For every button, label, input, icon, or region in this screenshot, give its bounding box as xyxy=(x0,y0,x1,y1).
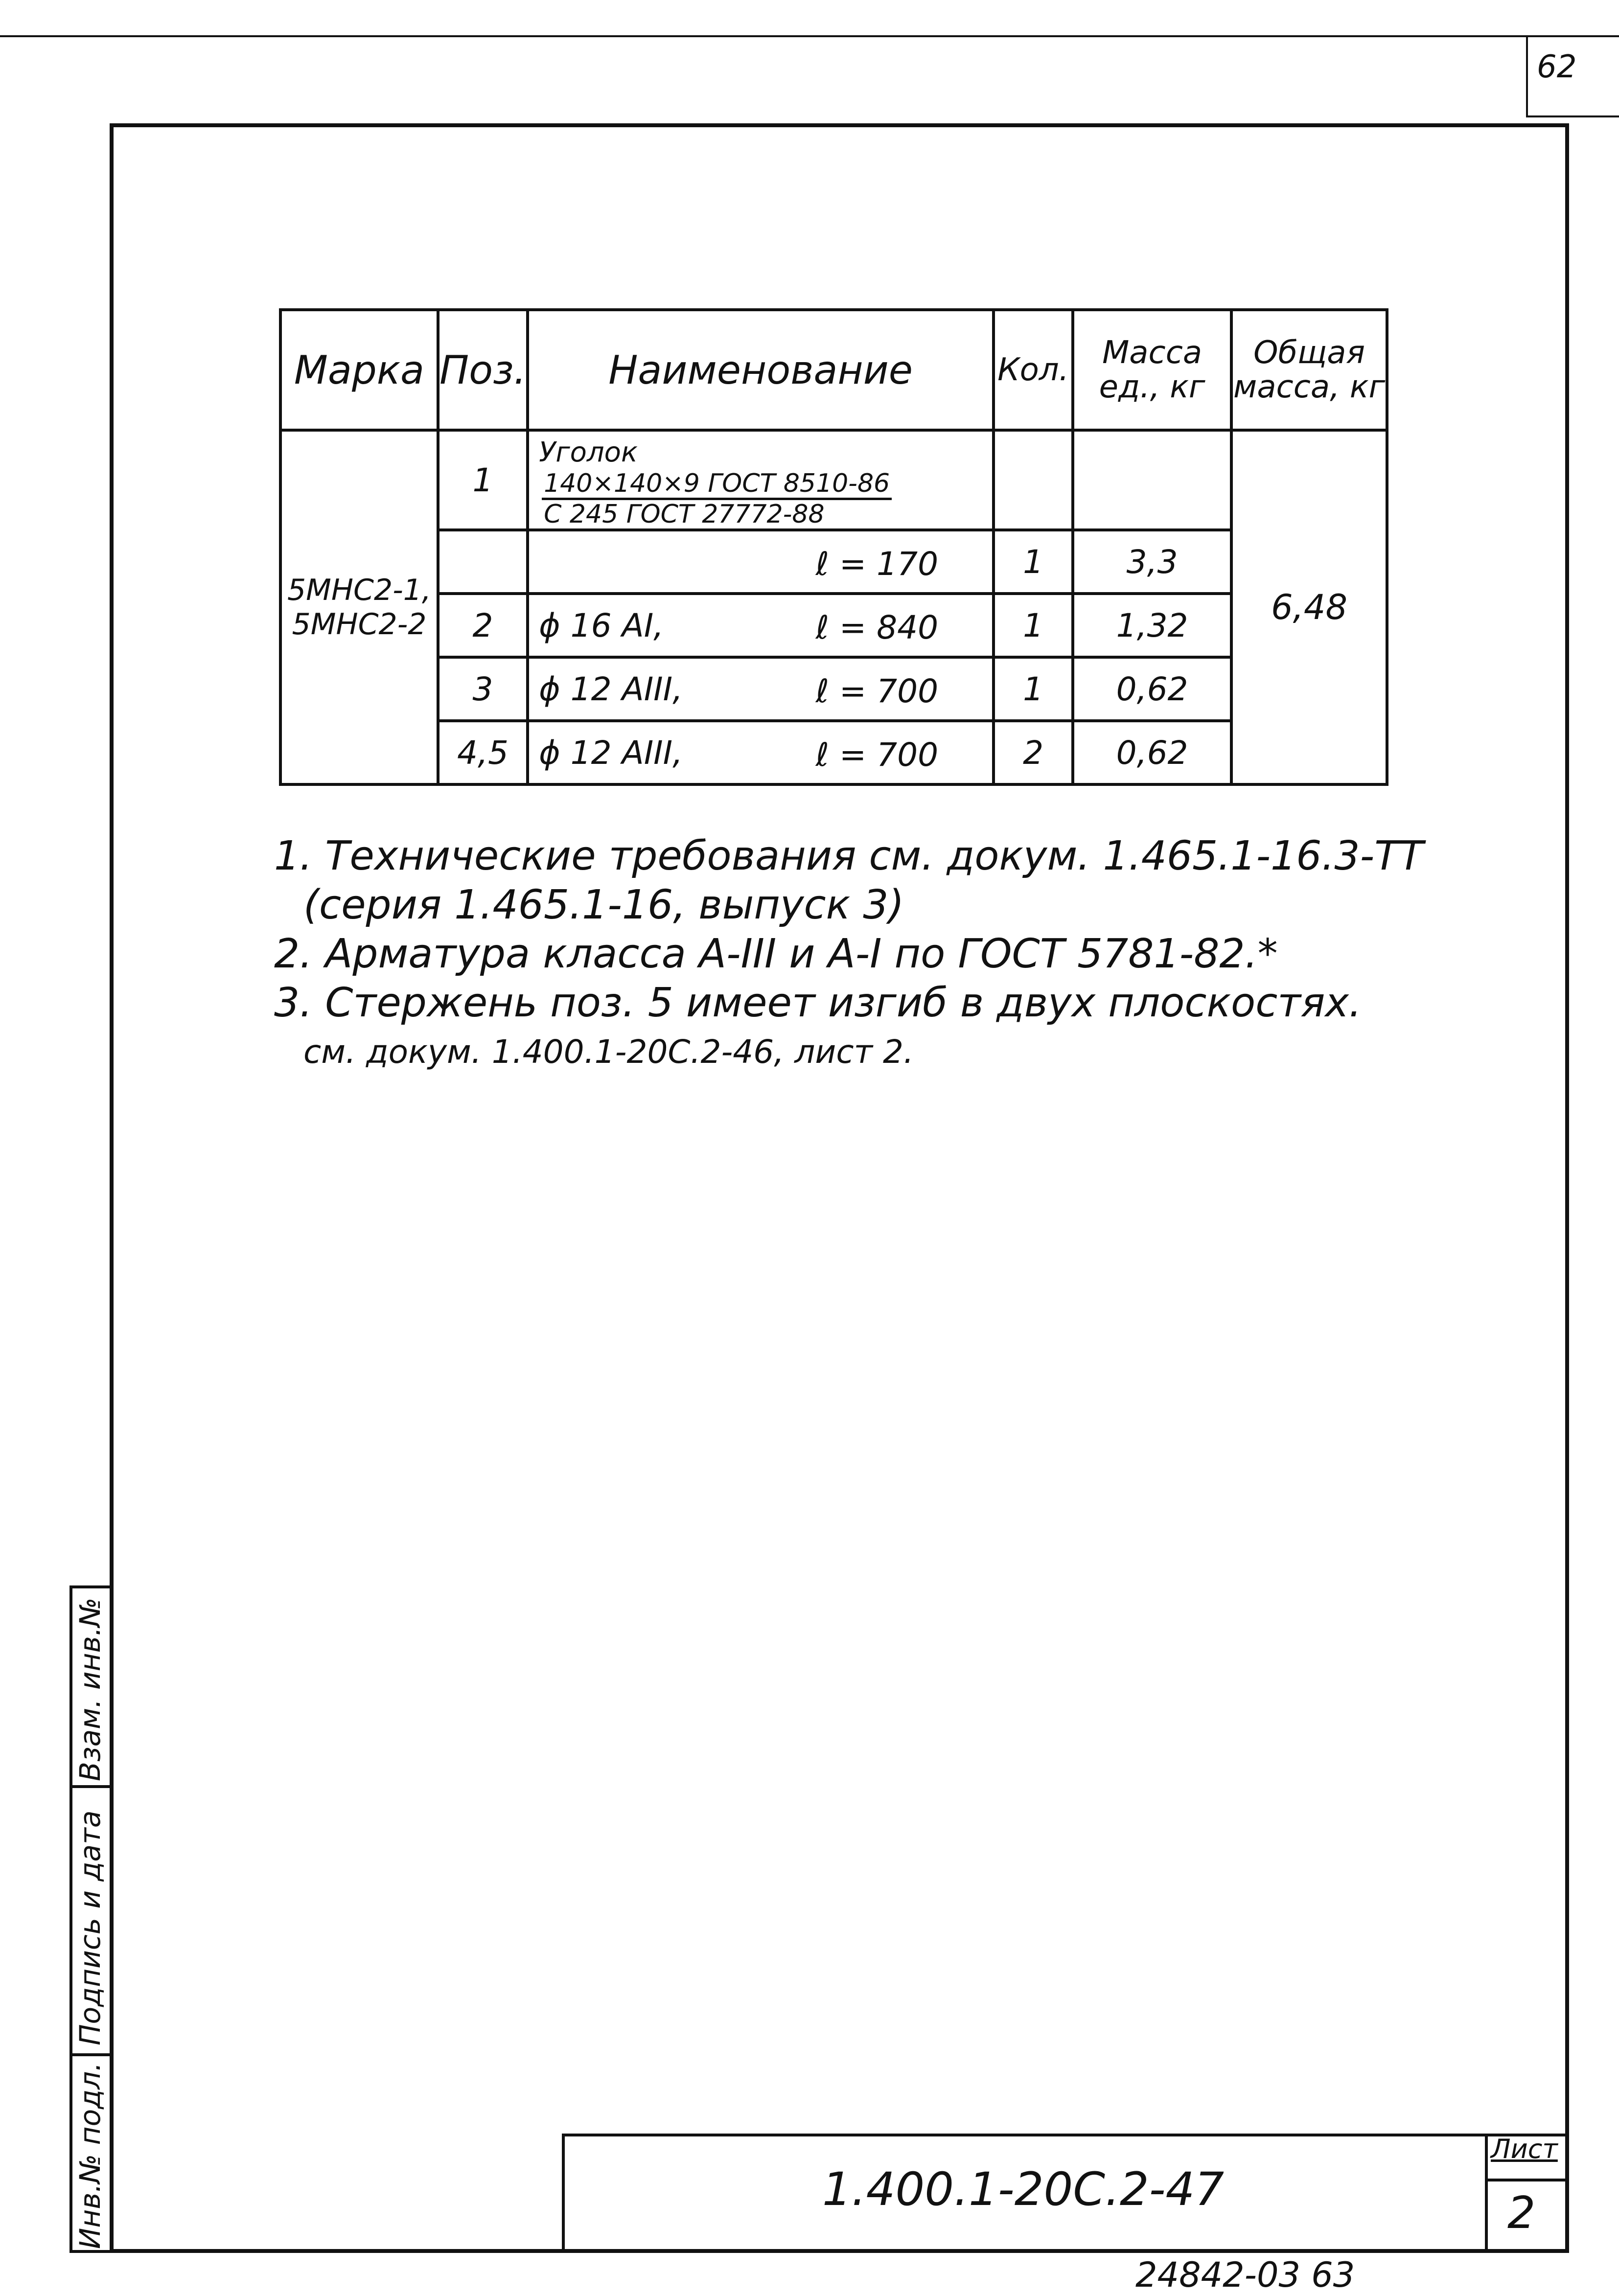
name-cell xyxy=(528,657,994,721)
specification-table xyxy=(279,308,1388,786)
table-row xyxy=(280,530,1387,594)
sign-date-label: Подпись и дата xyxy=(73,1810,107,2045)
name-text: ϕ 12 АIII, xyxy=(539,670,683,708)
pos-cell xyxy=(438,530,528,594)
qty-cell: 2 xyxy=(994,721,1073,784)
page-number: 62 xyxy=(1537,49,1577,85)
qty-cell: 1 xyxy=(994,657,1073,721)
length-text: ℓ = 840 xyxy=(815,609,939,646)
mass-cell: 0,62 xyxy=(1073,721,1231,784)
fraction-bottom: С 245 ГОСТ 27772-88 xyxy=(544,500,825,529)
header-total-mass: Общая масса, кг xyxy=(1231,310,1387,430)
mass-cell: 1,32 xyxy=(1073,594,1231,657)
table-row xyxy=(280,657,1387,721)
side-stamp-divider xyxy=(69,2053,110,2056)
header-name: Наименование xyxy=(528,310,994,430)
mass-cell xyxy=(1073,430,1231,530)
sheet-box-divider xyxy=(1485,2134,1488,2253)
name-cell xyxy=(528,721,994,784)
note-3-continued: см. докум. 1.400.1-20С.2-46, лист 2. xyxy=(303,1033,914,1071)
table-row xyxy=(280,594,1387,657)
table-row xyxy=(280,721,1387,784)
mark-cell: 5МНС2-1, 5МНС2-2 xyxy=(280,430,438,784)
header-qty: Кол. xyxy=(994,310,1073,430)
document-code: 1.400.1-20С.2-47 xyxy=(822,2163,1225,2216)
top-border-line xyxy=(0,35,1619,37)
pos-cell: 3 xyxy=(438,657,528,721)
page-number-divider xyxy=(1526,115,1619,117)
name-cell xyxy=(528,430,994,530)
replace-inv-label: Взам. инв.№ xyxy=(73,1597,107,1781)
qty-cell: 1 xyxy=(994,530,1073,594)
table-header-row xyxy=(280,310,1387,430)
name-text: Уголок xyxy=(539,436,638,468)
pos-cell: 2 xyxy=(438,594,528,657)
name-text: ϕ 12 АIII, xyxy=(539,734,683,772)
mass-cell: 3,3 xyxy=(1073,530,1231,594)
sheet-box-divider xyxy=(1485,2179,1565,2181)
header-unit-mass: Масса ед., кг xyxy=(1073,310,1231,430)
name-text: ϕ 16 АI, xyxy=(539,606,664,644)
note-3: 3. Стержень поз. 5 имеет изгиб в двух плоскостях. xyxy=(274,980,1362,1026)
length-text: ℓ = 700 xyxy=(815,672,939,710)
name-cell xyxy=(528,594,994,657)
fraction-top: 140×140×9 ГОСТ 8510-86 xyxy=(542,469,892,500)
table-row xyxy=(280,430,1387,530)
total-mass-cell: 6,48 xyxy=(1231,430,1387,784)
archive-code: 24842-03 63 xyxy=(1135,2255,1355,2295)
length-text: ℓ = 170 xyxy=(815,545,939,583)
sheet-label: Лист xyxy=(1491,2134,1558,2164)
notes-block xyxy=(274,832,1423,1077)
mass-cell: 0,62 xyxy=(1073,657,1231,721)
sheet-number: 2 xyxy=(1507,2187,1536,2239)
note-1: 1. Технические требования см. докум. 1.465.1-16.3-ТТ xyxy=(274,833,1424,879)
profile-fraction xyxy=(542,469,892,528)
side-stamp-divider xyxy=(69,1785,110,1788)
note-1-continued: (серия 1.465.1-16, выпуск 3) xyxy=(303,882,904,928)
page-number-divider xyxy=(1526,37,1528,115)
name-cell xyxy=(528,530,994,594)
header-pos: Поз. xyxy=(438,310,528,430)
header-mark: Марка xyxy=(280,310,438,430)
pos-cell: 1 xyxy=(438,430,528,530)
inv-orig-label: Инв.№ подл. xyxy=(73,2062,107,2249)
pos-cell: 4,5 xyxy=(438,721,528,784)
qty-cell xyxy=(994,430,1073,530)
length-text: ℓ = 700 xyxy=(815,736,939,774)
note-2: 2. Арматура класса А-III и А-I по ГОСТ 5781-82.* xyxy=(274,931,1278,977)
qty-cell: 1 xyxy=(994,594,1073,657)
